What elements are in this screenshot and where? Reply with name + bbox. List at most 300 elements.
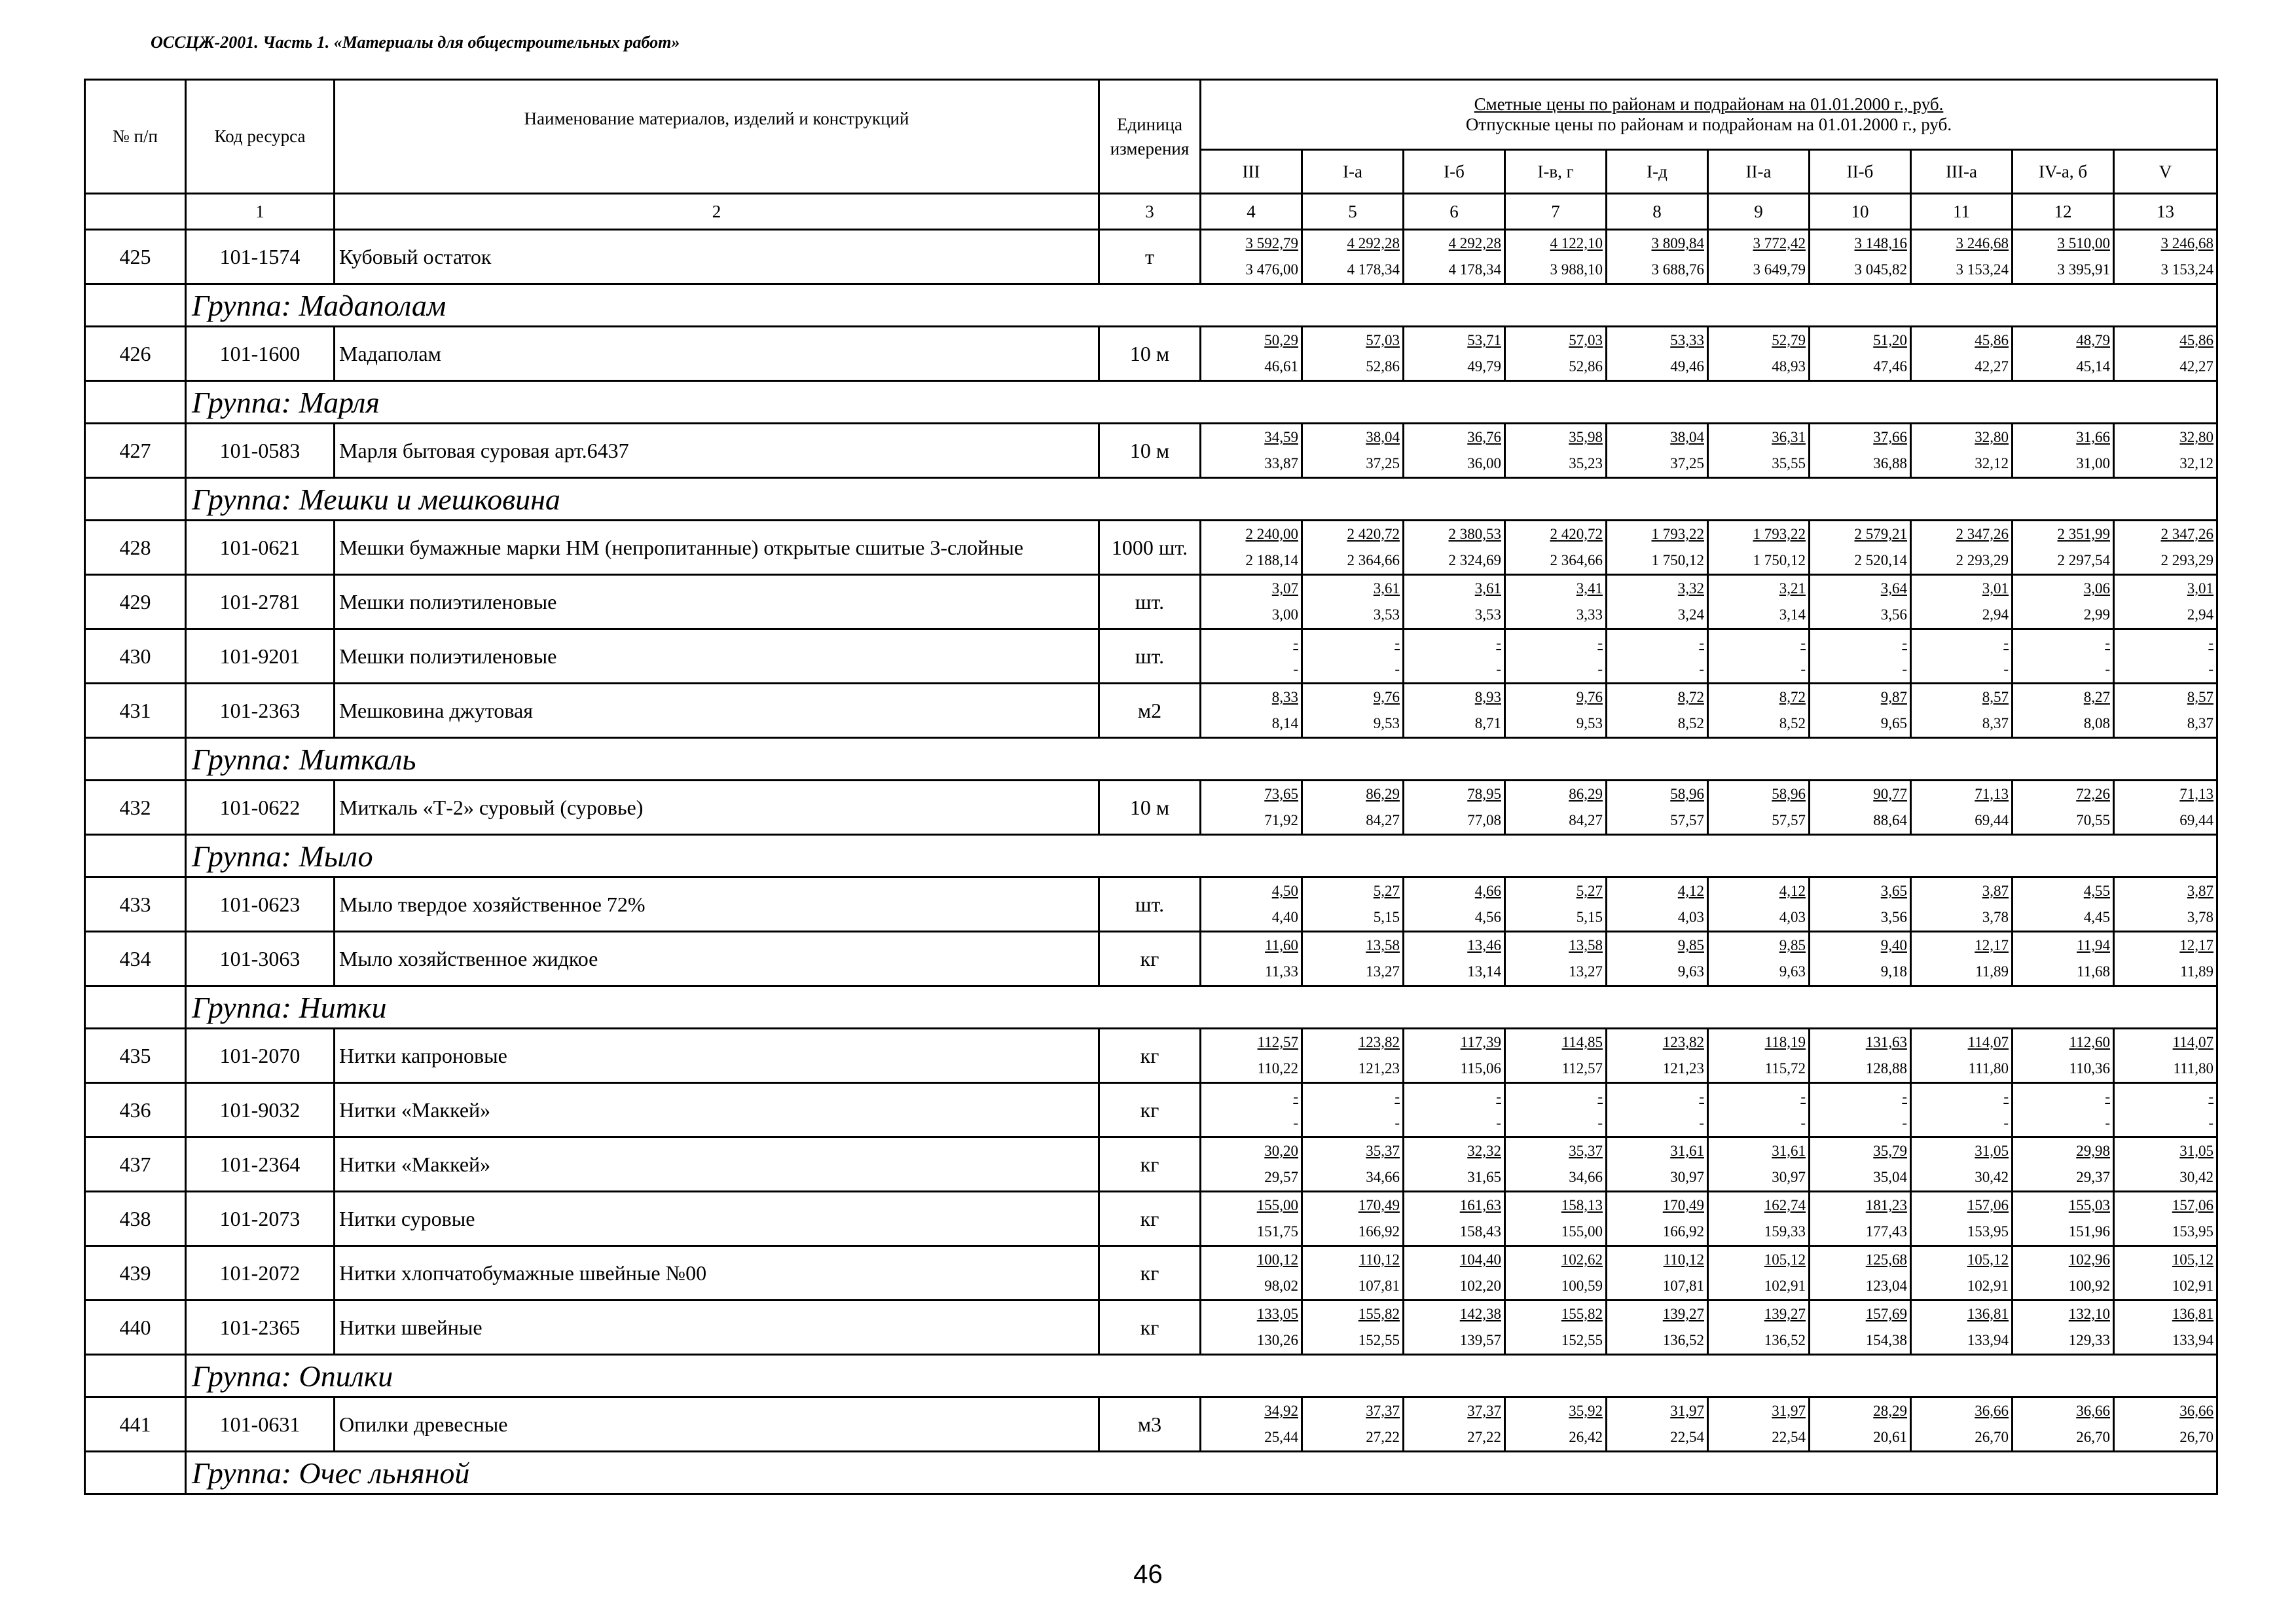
estimated-price: 133,05 xyxy=(1256,1306,1298,1322)
release-price: 34,66 xyxy=(1366,1169,1400,1185)
column-number: 1 xyxy=(186,194,335,230)
row-number: 439 xyxy=(85,1246,186,1301)
price-cell xyxy=(1302,1246,1404,1301)
release-price-title: Отпускные цены по районам и подрайонам на 01.01.2000 г., руб. xyxy=(1465,115,1952,134)
price-cell xyxy=(1607,781,1708,835)
estimated-price: 11,60 xyxy=(1265,937,1298,953)
material-name: Нитки швейные xyxy=(335,1301,1099,1355)
release-price: 8,37 xyxy=(1982,715,2009,731)
release-price: - xyxy=(1394,661,1400,677)
estimated-price: 51,20 xyxy=(1873,332,1907,348)
price-cell xyxy=(1201,932,1302,986)
estimated-price: 3 592,79 xyxy=(1245,235,1298,251)
price-cell xyxy=(1505,1397,1607,1452)
estimated-price: 161,63 xyxy=(1459,1197,1501,1213)
estimated-price: 3 246,68 xyxy=(2160,235,2214,251)
price-cell xyxy=(1505,781,1607,835)
resource-code: 101-3063 xyxy=(186,932,335,986)
release-price: 3 153,24 xyxy=(1956,261,2009,278)
price-cell xyxy=(1607,521,1708,575)
resource-code: 101-2072 xyxy=(186,1246,335,1301)
price-cell xyxy=(2013,1029,2114,1083)
resource-code: 101-1600 xyxy=(186,327,335,381)
estimated-price: - xyxy=(1394,1088,1400,1105)
release-price: 4,40 xyxy=(1271,909,1298,925)
header-unit: Единица измерения xyxy=(1099,80,1201,194)
price-cell xyxy=(2013,629,2114,684)
release-price: 3,53 xyxy=(1474,606,1501,623)
measure-unit: кг xyxy=(1099,1301,1201,1355)
price-cell xyxy=(1607,327,1708,381)
release-price: 29,37 xyxy=(2076,1169,2110,1185)
price-cell xyxy=(1302,327,1404,381)
price-cell xyxy=(1607,230,1708,284)
release-price: 48,93 xyxy=(1772,358,1806,375)
estimated-price: 8,72 xyxy=(1779,689,1806,705)
estimated-price: 36,66 xyxy=(2179,1403,2214,1419)
estimated-price: - xyxy=(2105,635,2110,651)
release-price: - xyxy=(1699,661,1704,677)
estimated-price: - xyxy=(1699,1088,1704,1105)
release-price: 4,03 xyxy=(1779,909,1806,925)
estimated-price: 45,86 xyxy=(1975,332,2009,348)
table-row xyxy=(85,1246,2217,1301)
estimated-price: 3 246,68 xyxy=(1956,235,2009,251)
release-price: 158,43 xyxy=(1459,1223,1501,1240)
material-name: Нитки суровые xyxy=(335,1192,1099,1246)
header-num: № п/п xyxy=(85,80,186,194)
price-cell xyxy=(1201,781,1302,835)
price-cell xyxy=(1911,424,2013,478)
price-cell xyxy=(1708,1029,1810,1083)
release-price: 102,91 xyxy=(2172,1278,2214,1294)
release-price: 30,97 xyxy=(1670,1169,1704,1185)
release-price: 8,37 xyxy=(2187,715,2214,731)
price-cell xyxy=(1505,1137,1607,1192)
estimated-price: 34,92 xyxy=(1264,1403,1298,1419)
measure-unit: м2 xyxy=(1099,684,1201,738)
estimated-price: 13,46 xyxy=(1467,937,1501,953)
row-number: 430 xyxy=(85,629,186,684)
release-price: 31,00 xyxy=(2076,455,2110,471)
region-header: I-д xyxy=(1607,150,1708,194)
estimated-price: - xyxy=(1496,635,1501,651)
release-price: - xyxy=(2105,1115,2110,1131)
resource-code: 101-0623 xyxy=(186,877,335,932)
price-cell xyxy=(1505,877,1607,932)
release-price: 20,61 xyxy=(1873,1429,1907,1445)
estimated-price: 3 148,16 xyxy=(1854,235,1907,251)
estimated-price: 73,65 xyxy=(1264,786,1298,802)
region-header: IV-а, б xyxy=(2013,150,2114,194)
price-cell xyxy=(1911,877,2013,932)
table-row xyxy=(85,684,2217,738)
table-row xyxy=(85,877,2217,932)
release-price: 36,88 xyxy=(1873,455,1907,471)
price-cell xyxy=(2013,230,2114,284)
estimated-price: 35,79 xyxy=(1873,1143,1907,1159)
table-head xyxy=(85,80,2217,230)
row-number: 434 xyxy=(85,932,186,986)
release-price: - xyxy=(2003,661,2009,677)
price-cell xyxy=(1505,629,1607,684)
estimated-price: 162,74 xyxy=(1764,1197,1806,1213)
price-cell xyxy=(1810,781,1911,835)
estimated-price: 132,10 xyxy=(2068,1306,2110,1322)
estimated-price: 37,66 xyxy=(1873,429,1907,445)
group-row xyxy=(85,381,2217,424)
row-number: 425 xyxy=(85,230,186,284)
release-price: 22,54 xyxy=(1670,1429,1704,1445)
price-cell xyxy=(1708,684,1810,738)
column-number: 9 xyxy=(1708,194,1810,230)
release-price: 102,20 xyxy=(1459,1278,1501,1294)
release-price: 2 520,14 xyxy=(1854,552,1907,568)
column-number: 8 xyxy=(1607,194,1708,230)
group-row xyxy=(85,478,2217,521)
release-price: 70,55 xyxy=(2076,812,2110,828)
estimated-price: - xyxy=(1800,635,1806,651)
estimated-price: 8,27 xyxy=(2083,689,2110,705)
measure-unit: 10 м xyxy=(1099,327,1201,381)
price-cell xyxy=(1302,781,1404,835)
price-cell xyxy=(1911,781,2013,835)
release-price: 11,89 xyxy=(2180,963,2214,980)
row-number: 427 xyxy=(85,424,186,478)
release-price: 32,12 xyxy=(1975,455,2009,471)
estimated-price: 5,27 xyxy=(1576,883,1603,899)
price-cell xyxy=(1404,521,1505,575)
price-cell xyxy=(1404,932,1505,986)
column-number: 2 xyxy=(335,194,1099,230)
release-price: 2 297,54 xyxy=(2057,552,2110,568)
price-cell xyxy=(1911,521,2013,575)
release-price: 2 188,14 xyxy=(1245,552,1298,568)
material-name: Мыло твердое хозяйственное 72% xyxy=(335,877,1099,932)
estimated-price: 157,06 xyxy=(2172,1197,2214,1213)
price-cell xyxy=(1911,575,2013,629)
price-cell xyxy=(1201,1192,1302,1246)
release-price: 34,66 xyxy=(1569,1169,1603,1185)
release-price: 9,18 xyxy=(1880,963,1907,980)
price-cell xyxy=(1201,1083,1302,1137)
price-cell xyxy=(1810,684,1911,738)
estimated-price: 9,76 xyxy=(1576,689,1603,705)
estimated-price: 32,80 xyxy=(1975,429,2009,445)
price-cell xyxy=(1505,1192,1607,1246)
price-cell xyxy=(2114,1192,2217,1246)
material-name: Мешки полиэтиленовые xyxy=(335,575,1099,629)
estimated-price: 34,59 xyxy=(1264,429,1298,445)
release-price: 100,59 xyxy=(1561,1278,1603,1294)
price-cell xyxy=(1302,629,1404,684)
price-cell xyxy=(1708,1246,1810,1301)
price-cell xyxy=(1607,1301,1708,1355)
release-price: 3,53 xyxy=(1373,606,1400,623)
release-price: 129,33 xyxy=(2068,1332,2110,1348)
release-price: - xyxy=(1800,1115,1806,1131)
price-cell xyxy=(1404,1301,1505,1355)
price-cell xyxy=(1505,1301,1607,1355)
estimated-price: 2 347,26 xyxy=(1956,526,2009,542)
estimated-price: 4,66 xyxy=(1474,883,1501,899)
price-cell xyxy=(1911,932,2013,986)
table-row xyxy=(85,1397,2217,1452)
price-cell xyxy=(1404,684,1505,738)
price-cell xyxy=(1302,1192,1404,1246)
price-cell xyxy=(1201,877,1302,932)
estimated-price: 35,37 xyxy=(1569,1143,1603,1159)
release-price: 35,55 xyxy=(1772,455,1806,471)
release-price: 3 395,91 xyxy=(2057,261,2110,278)
price-cell xyxy=(2114,424,2217,478)
estimated-price: 35,92 xyxy=(1569,1403,1603,1419)
release-price: 26,70 xyxy=(2076,1429,2110,1445)
group-row xyxy=(85,738,2217,781)
estimated-price: 31,61 xyxy=(1772,1143,1806,1159)
estimated-price: 36,76 xyxy=(1467,429,1501,445)
estimated-price: 3,41 xyxy=(1576,580,1603,597)
price-cell xyxy=(1302,1301,1404,1355)
estimated-price: 3 510,00 xyxy=(2057,235,2110,251)
estimated-price: 36,31 xyxy=(1772,429,1806,445)
material-name: Миткаль «Т-2» суровый (суровье) xyxy=(335,781,1099,835)
estimated-price: 102,96 xyxy=(2068,1251,2110,1268)
price-cell xyxy=(1505,1246,1607,1301)
release-price: 2,94 xyxy=(2187,606,2214,623)
estimated-price: 4,12 xyxy=(1677,883,1704,899)
release-price: 35,04 xyxy=(1873,1169,1907,1185)
estimated-price: 36,66 xyxy=(2076,1403,2110,1419)
price-cell xyxy=(2114,877,2217,932)
release-price: 1 750,12 xyxy=(1753,552,1806,568)
estimated-price: 3,64 xyxy=(1880,580,1907,597)
group-spacer xyxy=(85,986,186,1029)
estimated-price: - xyxy=(1902,1088,1907,1105)
price-cell xyxy=(1201,629,1302,684)
release-price: - xyxy=(1496,1115,1501,1131)
header-code: Код ресурса xyxy=(186,80,335,194)
release-price: - xyxy=(1699,1115,1704,1131)
release-price: 13,14 xyxy=(1467,963,1501,980)
release-price: 115,72 xyxy=(1764,1060,1806,1077)
estimated-price: - xyxy=(1293,635,1298,651)
release-price: 102,91 xyxy=(1764,1278,1806,1294)
estimated-price-title: Сметные цены по районам и подрайонам на 01.01.2000 г., руб. xyxy=(1474,94,1944,114)
release-price: 2 324,69 xyxy=(1448,552,1501,568)
material-name: Мешковина джутовая xyxy=(335,684,1099,738)
region-header: I-а xyxy=(1302,150,1404,194)
resource-code: 101-0631 xyxy=(186,1397,335,1452)
estimated-price: 100,12 xyxy=(1256,1251,1298,1268)
release-price: - xyxy=(2003,1115,2009,1131)
release-price: 9,63 xyxy=(1779,963,1806,980)
measure-unit: кг xyxy=(1099,1192,1201,1246)
release-price: 5,15 xyxy=(1373,909,1400,925)
estimated-price: - xyxy=(2208,1088,2214,1105)
release-price: 154,38 xyxy=(1865,1332,1907,1348)
estimated-price: 157,06 xyxy=(1967,1197,2009,1213)
row-number: 437 xyxy=(85,1137,186,1192)
group-title: Группа: Марля xyxy=(186,381,2217,424)
release-price: 151,96 xyxy=(2068,1223,2110,1240)
estimated-price: 4,55 xyxy=(2083,883,2110,899)
estimated-price: 105,12 xyxy=(1764,1251,1806,1268)
price-cell xyxy=(1607,1397,1708,1452)
estimated-price: 3,87 xyxy=(2187,883,2214,899)
estimated-price: 8,57 xyxy=(2187,689,2214,705)
column-number xyxy=(85,194,186,230)
price-cell xyxy=(1201,1397,1302,1452)
estimated-price: 110,12 xyxy=(1358,1251,1400,1268)
price-cell xyxy=(1911,1192,2013,1246)
table-body xyxy=(85,230,2217,1494)
material-name: Нитки капроновые xyxy=(335,1029,1099,1083)
release-price: - xyxy=(1902,661,1907,677)
price-cell xyxy=(1911,1301,2013,1355)
estimated-price: 37,37 xyxy=(1467,1403,1501,1419)
measure-unit: кг xyxy=(1099,1246,1201,1301)
estimated-price: 3,65 xyxy=(1880,883,1907,899)
release-price: 4,56 xyxy=(1474,909,1501,925)
measure-unit: 10 м xyxy=(1099,424,1201,478)
release-price: 152,55 xyxy=(1561,1332,1603,1348)
price-cell xyxy=(1607,424,1708,478)
release-price: 84,27 xyxy=(1569,812,1603,828)
release-price: 3,14 xyxy=(1779,606,1806,623)
measure-unit: кг xyxy=(1099,1083,1201,1137)
price-cell xyxy=(2013,877,2114,932)
resource-code: 101-0583 xyxy=(186,424,335,478)
release-price: 3,24 xyxy=(1677,606,1704,623)
estimated-price: 158,13 xyxy=(1561,1197,1603,1213)
release-price: - xyxy=(2208,1115,2214,1131)
estimated-price: 29,98 xyxy=(2076,1143,2110,1159)
estimated-price: 139,27 xyxy=(1662,1306,1704,1322)
estimated-price: 31,05 xyxy=(1975,1143,2009,1159)
group-spacer xyxy=(85,381,186,424)
estimated-price: 118,19 xyxy=(1764,1034,1806,1050)
price-cell xyxy=(2114,1397,2217,1452)
table-row xyxy=(85,1301,2217,1355)
release-price: 8,71 xyxy=(1474,715,1501,731)
estimated-price: - xyxy=(1496,1088,1501,1105)
measure-unit: 1000 шт. xyxy=(1099,521,1201,575)
release-price: 3,56 xyxy=(1880,909,1907,925)
estimated-price: 2 579,21 xyxy=(1854,526,1907,542)
measure-unit: шт. xyxy=(1099,877,1201,932)
measure-unit: кг xyxy=(1099,932,1201,986)
release-price: 133,94 xyxy=(2172,1332,2214,1348)
estimated-price: 9,40 xyxy=(1880,937,1907,953)
column-number: 4 xyxy=(1201,194,1302,230)
price-cell xyxy=(1404,424,1505,478)
estimated-price: 3,01 xyxy=(1982,580,2009,597)
release-price: - xyxy=(1293,661,1298,677)
release-price: 177,43 xyxy=(1865,1223,1907,1240)
estimated-price: 170,49 xyxy=(1358,1197,1400,1213)
material-name: Марля бытовая суровая арт.6437 xyxy=(335,424,1099,478)
price-cell xyxy=(2114,575,2217,629)
price-cell xyxy=(1911,1083,2013,1137)
release-price: 152,55 xyxy=(1358,1332,1400,1348)
price-cell xyxy=(2114,1083,2217,1137)
resource-code: 101-9201 xyxy=(186,629,335,684)
resource-code: 101-2363 xyxy=(186,684,335,738)
price-cell xyxy=(2114,1029,2217,1083)
measure-unit: т xyxy=(1099,230,1201,284)
row-number: 438 xyxy=(85,1192,186,1246)
estimated-price: 28,29 xyxy=(1873,1403,1907,1419)
column-number: 10 xyxy=(1810,194,1911,230)
release-price: - xyxy=(1597,661,1603,677)
price-cell xyxy=(1201,1029,1302,1083)
estimated-price: 4,12 xyxy=(1779,883,1806,899)
estimated-price: 4 292,28 xyxy=(1347,235,1400,251)
estimated-price: 31,66 xyxy=(2076,429,2110,445)
group-title: Группа: Очес льняной xyxy=(186,1452,2217,1494)
estimated-price: 112,57 xyxy=(1257,1034,1298,1050)
estimated-price: 105,12 xyxy=(2172,1251,2214,1268)
release-price: 33,87 xyxy=(1264,455,1298,471)
price-cell xyxy=(1911,684,2013,738)
price-cell xyxy=(1302,1083,1404,1137)
estimated-price: 104,40 xyxy=(1459,1251,1501,1268)
estimated-price: 4 292,28 xyxy=(1448,235,1501,251)
group-row xyxy=(85,1355,2217,1397)
estimated-price: 3,61 xyxy=(1373,580,1400,597)
group-title: Группа: Миткаль xyxy=(186,738,2217,781)
price-cell xyxy=(1911,327,2013,381)
price-cell xyxy=(2114,629,2217,684)
region-header: III xyxy=(1201,150,1302,194)
release-price: 42,27 xyxy=(1975,358,2009,375)
estimated-price: 114,85 xyxy=(1561,1034,1603,1050)
price-cell xyxy=(1911,1137,2013,1192)
price-cell xyxy=(1810,1397,1911,1452)
estimated-price: 86,29 xyxy=(1366,786,1400,802)
price-cell xyxy=(2013,1246,2114,1301)
measure-unit: шт. xyxy=(1099,575,1201,629)
price-cell xyxy=(2013,684,2114,738)
price-cell xyxy=(1302,684,1404,738)
estimated-price: 3,06 xyxy=(2083,580,2110,597)
measure-unit: 10 м xyxy=(1099,781,1201,835)
release-price: 46,61 xyxy=(1264,358,1298,375)
page-number: 46 xyxy=(1133,1560,1163,1589)
price-cell xyxy=(1201,521,1302,575)
resource-code: 101-0621 xyxy=(186,521,335,575)
release-price: 3,78 xyxy=(2187,909,2214,925)
estimated-price: 9,76 xyxy=(1373,689,1400,705)
release-price: 8,14 xyxy=(1271,715,1298,731)
release-price: 121,23 xyxy=(1358,1060,1400,1077)
release-price: 57,57 xyxy=(1772,812,1806,828)
estimated-price: 12,17 xyxy=(2179,937,2214,953)
estimated-price: 155,03 xyxy=(2068,1197,2110,1213)
release-price: 37,25 xyxy=(1670,455,1704,471)
measure-unit: шт. xyxy=(1099,629,1201,684)
price-cell xyxy=(1201,1301,1302,1355)
resource-code: 101-1574 xyxy=(186,230,335,284)
estimated-price: 57,03 xyxy=(1366,332,1400,348)
release-price: 36,00 xyxy=(1467,455,1501,471)
price-cell xyxy=(2013,1192,2114,1246)
estimated-price: 157,69 xyxy=(1865,1306,1907,1322)
estimated-price: 3,32 xyxy=(1677,580,1704,597)
group-spacer xyxy=(85,284,186,327)
release-price: - xyxy=(1800,661,1806,677)
